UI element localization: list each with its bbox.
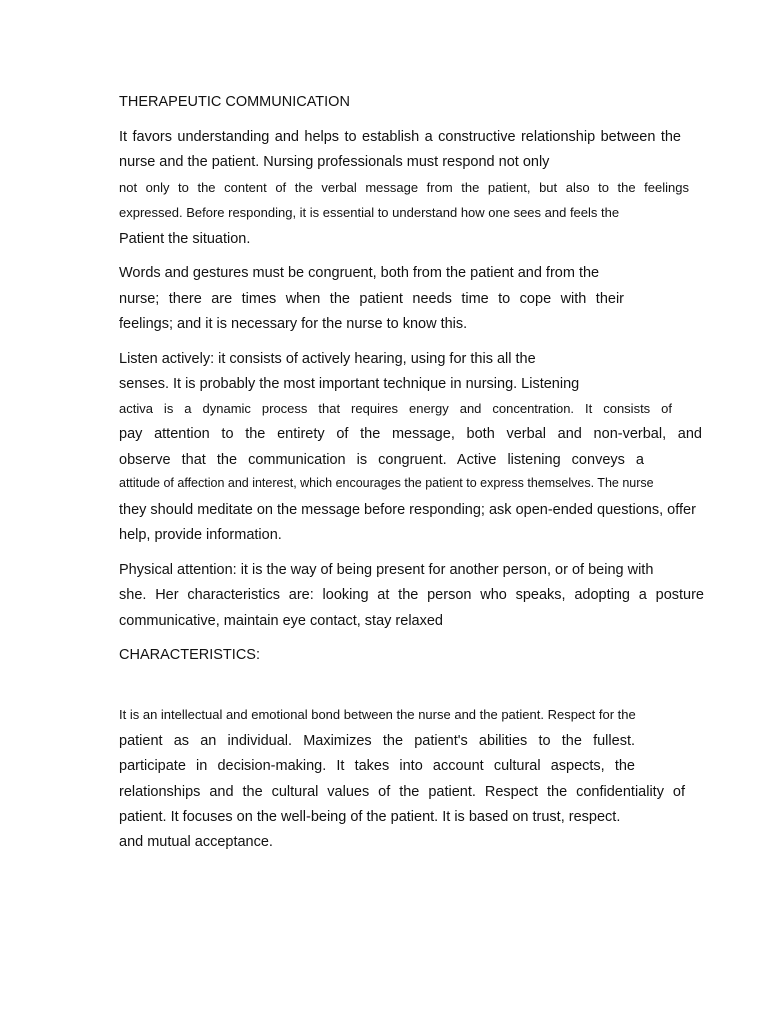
paragraph-3-line-7: they should meditate on the message before responding; ask open-ended questions, offer bbox=[119, 502, 696, 518]
paragraph-1-line-5: Patient the situation. bbox=[119, 231, 251, 247]
paragraph-1-line-1: It favors understanding and helps to establish a constructive relationship between the bbox=[119, 129, 681, 145]
paragraph-2-line-1: Words and gestures must be congruent, both from the patient and from the bbox=[119, 265, 600, 281]
paragraph-4-line-1: Physical attention: it is the way of being present for another person, or of being with bbox=[119, 562, 654, 578]
paragraph-3-line-8: help, provide information. bbox=[119, 527, 282, 543]
paragraph-4-line-2: she. Her characteristics are: looking at the person who speaks, adopting a posture bbox=[119, 587, 704, 603]
paragraph-3-line-5: observe that the communication is congruent. Active listening conveys a bbox=[119, 452, 644, 468]
paragraph-1-line-2: nurse and the patient. Nursing professionals must respond not only bbox=[119, 154, 550, 170]
paragraph-1-line-4: expressed. Before responding, it is essential to understand how one sees and feels the bbox=[119, 205, 620, 220]
paragraph-3-line-1: Listen actively: it consists of actively hearing, using for this all the bbox=[119, 351, 536, 367]
paragraph-3-line-4: pay attention to the entirety of the message, both verbal and non-verbal, and bbox=[119, 426, 702, 442]
paragraph-2-line-3: feelings; and it is necessary for the nurse to know this. bbox=[119, 316, 468, 332]
paragraph-3-line-3: activa is a dynamic process that requires energy and concentration. It consists of bbox=[119, 401, 672, 416]
characteristics-line-2: patient as an individual. Maximizes the patient's abilities to the fullest. bbox=[119, 733, 635, 749]
paragraph-3-line-2: senses. It is probably the most important technique in nursing. Listening bbox=[119, 376, 580, 392]
paragraph-2-line-2: nurse; there are times when the patient needs time to cope with their bbox=[119, 291, 624, 307]
characteristics-line-3: participate in decision-making. It takes into account cultural aspects, the bbox=[119, 758, 635, 774]
characteristics-line-1: It is an intellectual and emotional bond between the nurse and the patient. Respect for the bbox=[119, 707, 636, 722]
paragraph-1-line-3: not only to the content of the verbal message from the patient, but also to the feelings bbox=[119, 180, 689, 195]
characteristics-line-4: relationships and the cultural values of the patient. Respect the confidentiality of bbox=[119, 784, 685, 800]
characteristics-line-6: and mutual acceptance. bbox=[119, 834, 273, 850]
characteristics-line-5: patient. It focuses on the well-being of the patient. It is based on trust, respect. bbox=[119, 809, 621, 825]
paragraph-3-line-6: attitude of affection and interest, which encourages the patient to express themselves. The nurse bbox=[119, 476, 654, 490]
document-title: THERAPEUTIC COMMUNICATION bbox=[119, 94, 350, 110]
characteristics-heading: CHARACTERISTICS: bbox=[119, 647, 260, 663]
paragraph-4-line-3: communicative, maintain eye contact, stay relaxed bbox=[119, 613, 443, 629]
